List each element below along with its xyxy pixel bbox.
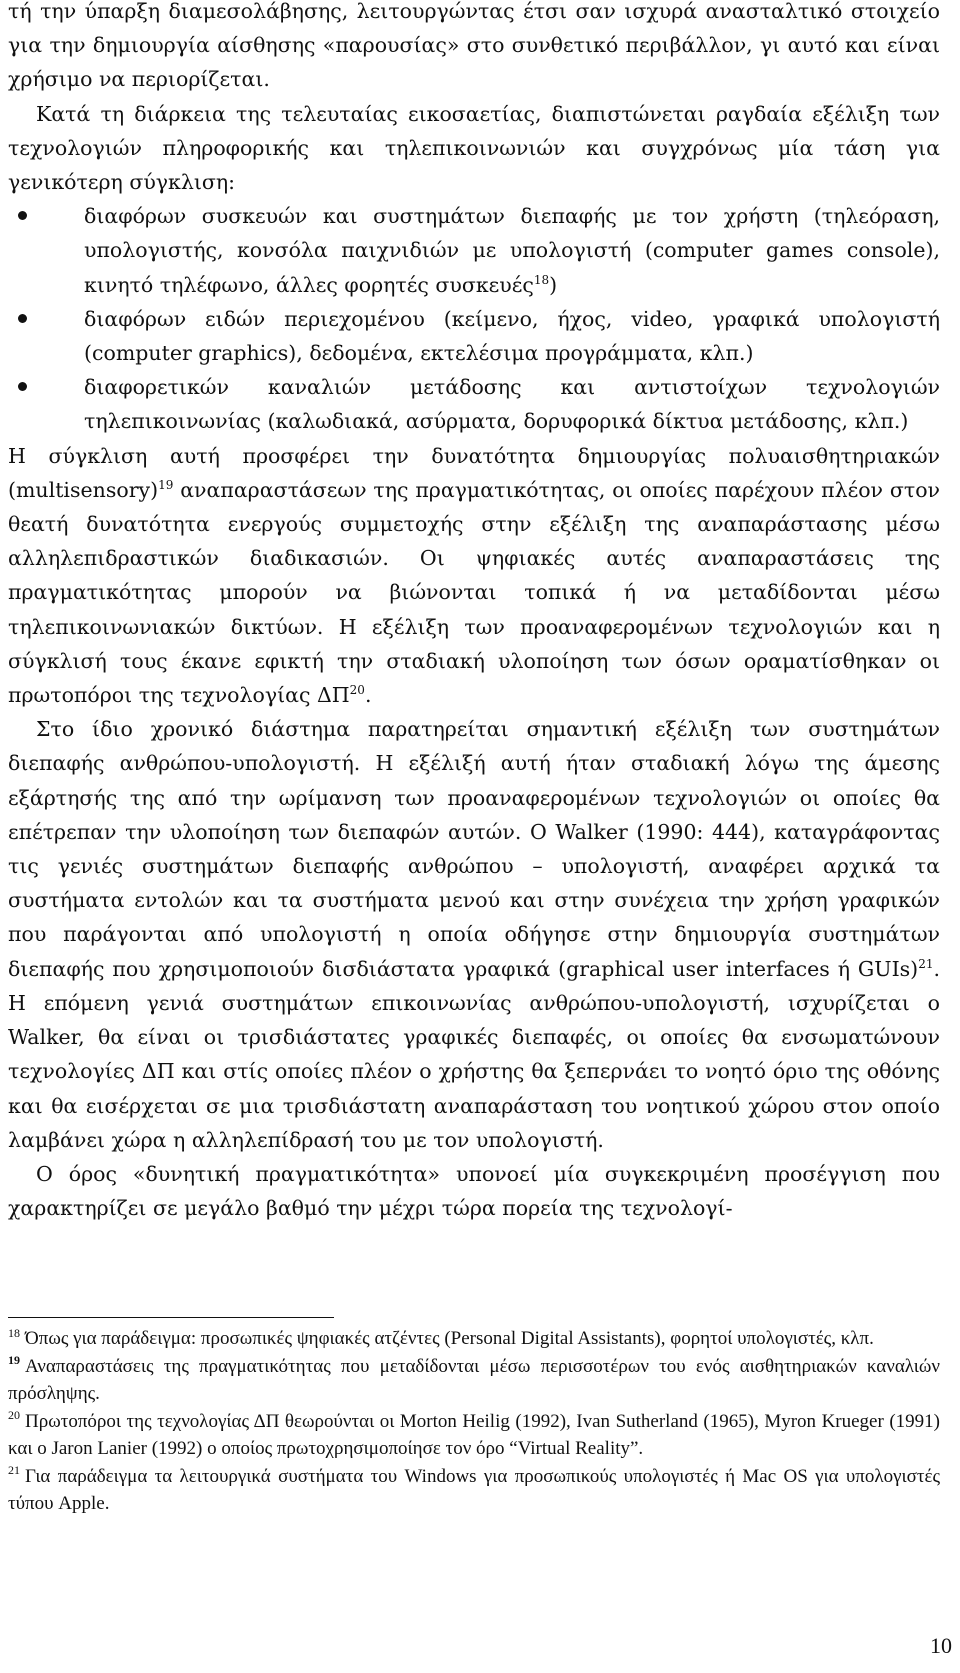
convergence-list (8, 199, 940, 438)
paragraph-multisensory: Η σύγκλιση αυτή προσφέρει την δυνατότητα δημιουργίας πολυαισθητηριακών (multisensory)$^{19}$ αναπαραστάσεων της πραγματικότητας, οι οποίες παρέχουν πλέον στον θεατή δυνατότητα ενεργούς συμμετοχής στην εξέλιξη της αναπαράστασης μέσω αλληλεπιδραστικών διαδικασιών. Οι ψηφιακές αυτές αναπαραστάσεις της πραγματικότητας μπορούν να βιώνονται τοπικά ή να μεταδίδονται μέσω τηλεπικοινωνιακών δικτύων. Η εξέλιξη των προαναφερομένων τεχνολογιών και η σύγκλισή τους έκανε εφικτή την σταδιακή υλοποίηση των όσων οραματίσθηκαν οι πρωτοπόροι της τεχνολογίας ΔΠ$^{20}$. (8, 443, 940, 708)
bullet-icon (18, 382, 27, 391)
footnote-ref: 18 (533, 272, 550, 287)
bullet-icon (18, 314, 27, 323)
list-item: διαφορετικών καναλιών μετάδοσης και αντιστοίχων τεχνολογιών τηλεπικοινωνίας (καλωδιακά, ασύρματα, δορυφορικά δίκτυα μετάδοσης, κλπ.) (8, 370, 940, 438)
footnote: $^{20}$ Πρωτοπόροι της τεχνολογίας ΔΠ θεωρούνται οι Morton Heilig (1992), Ivan Sutherland (1965), Myron Krueger (1991) και ο Jaron Lanier (1992) ο οποίος πρωτοχρησιμοποίησε τον όρο “Virtual Reality”. (8, 1408, 940, 1459)
footnote: $^{19}$ Αναπαραστάσεις της πραγματικότητας που μεταδίδονται μέσω περισσοτέρων του ενός αισθητηριακών καναλιών πρόσληψης. (8, 1353, 940, 1404)
paragraph-virtual-reality-term: Ο όρος «δυνητική πραγματικότητα» υπονοεί μία συγκεκριμένη προσέγγιση που χαρακτηρίζει σε μεγάλο βαθμό την μέχρι τώρα πορεία της τεχνολογί- (8, 1161, 940, 1221)
paragraph-convergence-intro: Κατά τη διάρκεια της τελευταίας εικοσαετίας, διαπιστώνεται ραγδαία εξέλιξη των τεχνολογιών πληροφορικής και τηλεπικοινωνιών και συγχρόνως μία τάση για γενικότερη σύγκλιση: (8, 101, 940, 195)
footnote: $^{21}$ Για παράδειγμα τα λειτουργικά συστήματα του Windows για προσωπικούς υπολογιστές ή Mac OS για υπολογιστές τύπου Apple. (8, 1463, 940, 1514)
page-number: 10 (930, 1633, 952, 1658)
footnote: $^{18}$ Όπως για παράδειγμα: προσωπικές ψηφιακές ατζέντες (Personal Digital Assistants), φορητοί υπολογιστές, κλπ. (8, 1325, 874, 1349)
footnote-ref: 19 (158, 478, 174, 493)
bullet-icon (18, 211, 27, 220)
footnotes (8, 1325, 940, 1518)
footnote-ref: 21 (918, 956, 934, 971)
paragraph-continued: τή την ύπαρξη διαμεσολάβησης, λειτουργώντας έτσι σαν ισχυρά ανασταλτικό στοιχείο για την δημιουργία αίσθησης «παρουσίας» στο συνθετικό περιβάλλον, γι αυτό και είναι χρήσιμο να περιορίζεται. (8, 0, 940, 92)
list-item: διαφόρων ειδών περιεχομένου (κείμενο, ήχος, video, γραφικά υπολογιστή (computer graphics), δεδομένα, εκτελέσιμα προγράμματα, κλπ.) (8, 302, 940, 370)
footnote-ref: 20 (349, 683, 365, 698)
body-text (8, 0, 940, 1225)
footnote-separator (8, 1317, 334, 1318)
list-item: διαφόρων συσκευών και συστημάτων διεπαφής με τον χρήστη (τηλεόραση, υπολογιστής, κονσόλα παιχνιδιών με υπολογιστή (computer games console), κινητό τηλέφωνο, άλλες φορητές συσκευές$^{18}$) (8, 199, 940, 302)
paragraph-interfaces: Στο ίδιο χρονικό διάστημα παρατηρείται σημαντική εξέλιξη των συστημάτων διεπαφής ανθρώπου-υπολογιστή. Η εξέλιξή αυτή ήταν σταδιακή λόγω της άμεσης εξάρτησής της από την ωρίμανση των προαναφερομένων τεχνολογιών οι οποίες θα επέτρεπαν την υλοποίηση των διεπαφών αυτών. Ο Walker (1990: 444), καταγράφοντας τις γενιές συστημάτων διεπαφής ανθρώπου – υπολογιστή, αναφέρει αρχικά τα συστήματα εντολών και τα συστήματα μενού και στην συνέχεια την χρήση γραφικών που παράγονται από υπολογιστή η οποία οδήγησε στην δημιουργία συστημάτων διεπαφής που χρησιμοποιούν δισδιάστατα γραφικά (graphical user interfaces ή GUIs)$^{21}$. Η επόμενη γενιά συστημάτων επικοινωνίας ανθρώπου-υπολογιστή, ισχυρίζεται ο Walker, θα είναι οι τρισδιάστατες γραφικές διεπαφές, οι οποίες θα ενσωματώνουν τεχνολογίες ΔΠ και στίς οποίες πλέον ο χρήστης θα ξεπερνάει το νοητό όριο της οθόνης και θα εισέρχεται σε μια τρισδιάστατη αναπαράσταση του νοητικού χώρου στον οποίο λαμβάνει χώρα η αλληλεπίδρασή του με τον υπολογιστή. (8, 717, 940, 1152)
